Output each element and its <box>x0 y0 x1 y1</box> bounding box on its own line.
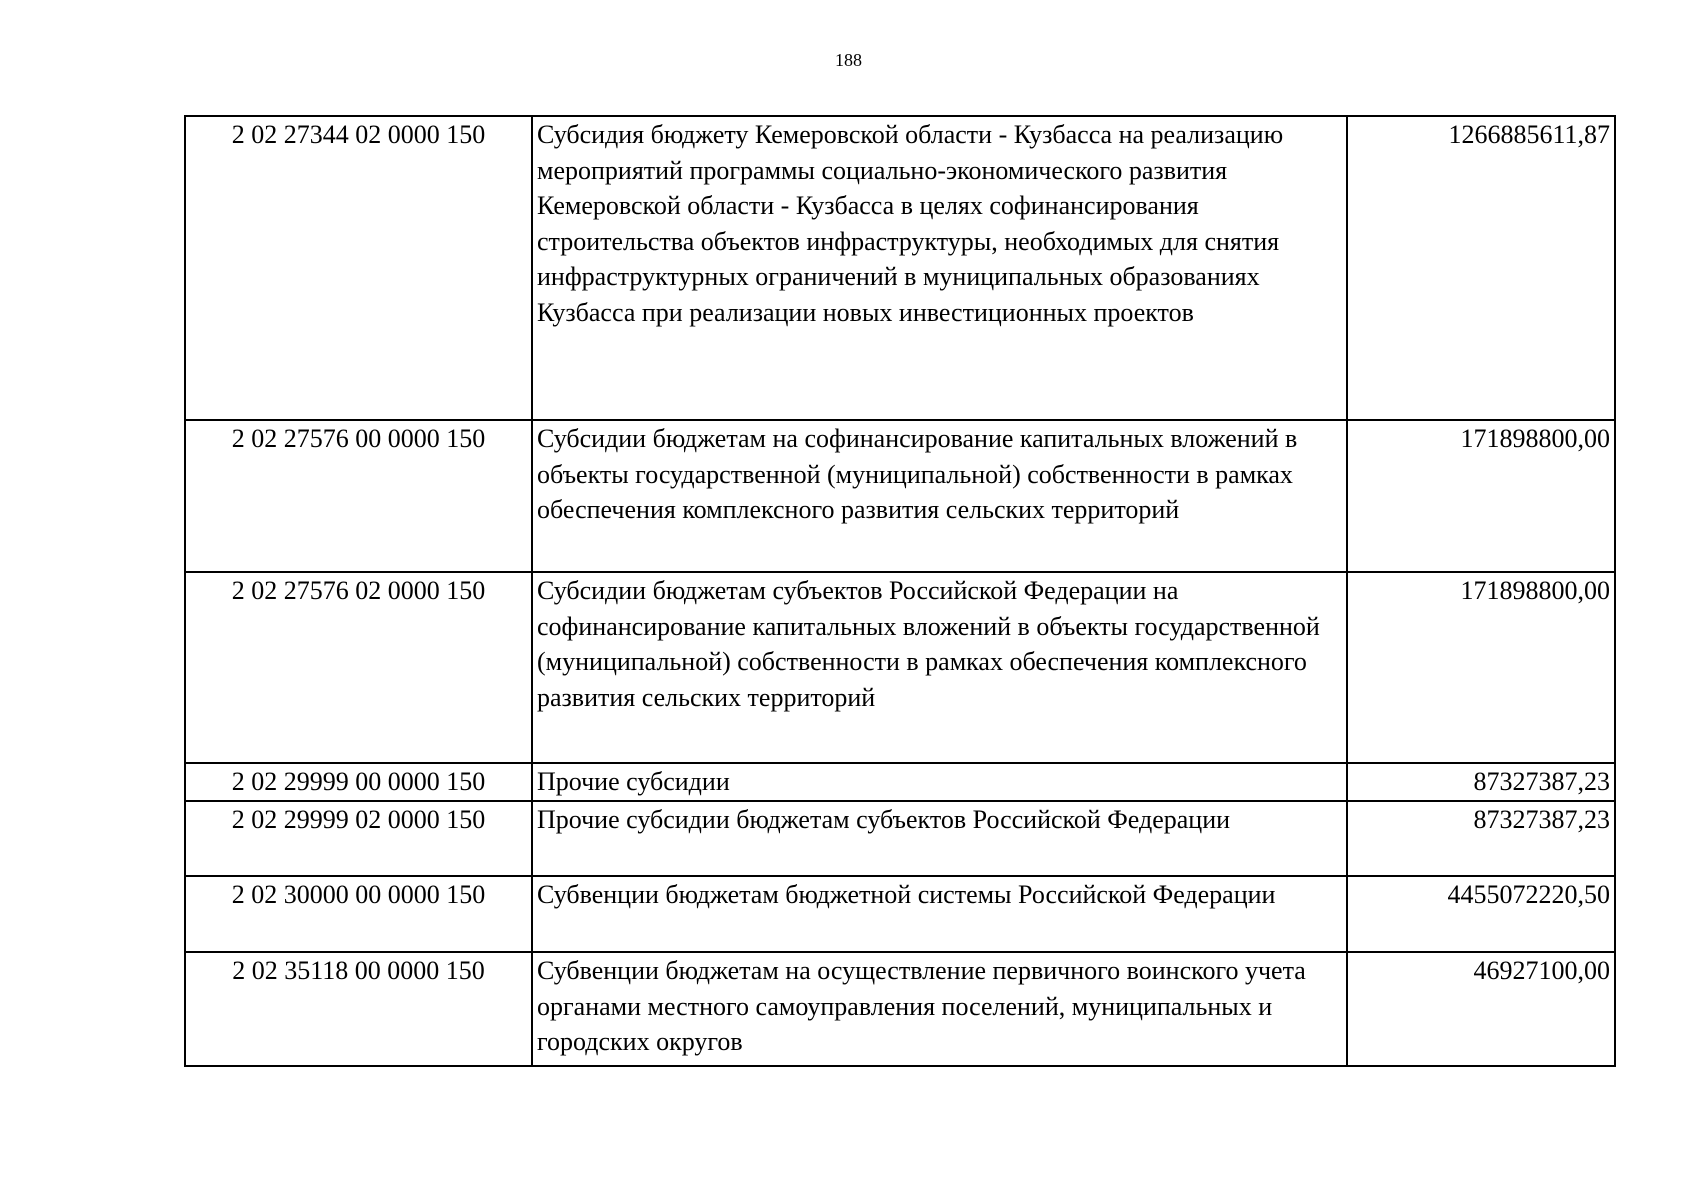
budget-code-cell: 2 02 29999 02 0000 150 <box>185 801 532 876</box>
budget-code-cell: 2 02 27576 02 0000 150 <box>185 572 532 763</box>
table-row <box>185 420 1615 572</box>
revenue-name-cell: Субсидии бюджетам субъектов Российской Федерации на софинансирование капитальных вложений в объекты государственной (муниципальной) собственности в рамках обеспечения комплексного развития сельских территорий <box>532 572 1347 763</box>
revenue-name-cell: Субсидия бюджету Кемеровской области - Кузбасса на реализацию мероприятий программы социально-экономического развития Кемеровской области - Кузбасса в целях софинансирования строительства объектов инфраструктуры, необходимых для снятия инфраструктурных ограничений в муниципальных образованиях Кузбасса при реализации новых инвестиционных проектов <box>532 116 1347 420</box>
page-number: 188 <box>835 50 862 70</box>
revenue-name-cell: Прочие субсидии <box>532 763 1347 801</box>
budget-revenue-table <box>184 115 1616 1067</box>
amount-cell: 1266885611,87 <box>1347 116 1615 420</box>
budget-code-cell: 2 02 35118 00 0000 150 <box>185 952 532 1066</box>
table-row <box>185 116 1615 420</box>
table-row <box>185 763 1615 801</box>
table-row <box>185 876 1615 952</box>
amount-cell: 87327387,23 <box>1347 801 1615 876</box>
budget-code-cell: 2 02 30000 00 0000 150 <box>185 876 532 952</box>
amount-cell: 4455072220,50 <box>1347 876 1615 952</box>
revenue-name-cell: Субсидии бюджетам на софинансирование капитальных вложений в объекты государственной (муниципальной) собственности в рамках обеспечения комплексного развития сельских территорий <box>532 420 1347 572</box>
table-row <box>185 952 1615 1066</box>
budget-code-cell: 2 02 29999 00 0000 150 <box>185 763 532 801</box>
table-row <box>185 801 1615 876</box>
budget-code-cell: 2 02 27576 00 0000 150 <box>185 420 532 572</box>
revenue-name-cell: Субвенции бюджетам бюджетной системы Российской Федерации <box>532 876 1347 952</box>
table-row <box>185 572 1615 763</box>
amount-cell: 87327387,23 <box>1347 763 1615 801</box>
budget-code-cell: 2 02 27344 02 0000 150 <box>185 116 532 420</box>
amount-cell: 171898800,00 <box>1347 572 1615 763</box>
amount-cell: 46927100,00 <box>1347 952 1615 1066</box>
revenue-name-cell: Субвенции бюджетам на осуществление первичного воинского учета органами местного самоуправления поселений, муниципальных и городских округов <box>532 952 1347 1066</box>
amount-cell: 171898800,00 <box>1347 420 1615 572</box>
revenue-name-cell: Прочие субсидии бюджетам субъектов Российской Федерации <box>532 801 1347 876</box>
